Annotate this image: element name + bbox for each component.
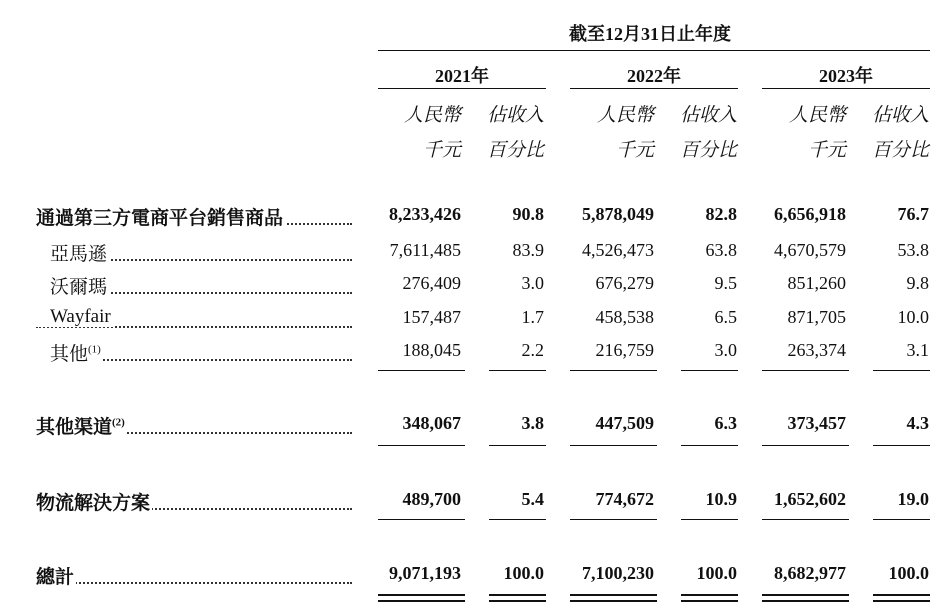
year-2022: 2022年 (627, 66, 681, 86)
row-label (36, 239, 352, 265)
rmb-header-line2: 千元 (422, 140, 461, 161)
cell-rmb-2021: 489,700 (402, 489, 461, 509)
row-label-text (36, 344, 103, 365)
leader-dots (36, 582, 352, 584)
cell-pct-2021: 100.0 (503, 563, 544, 583)
year-rule-2023 (762, 88, 930, 89)
subtotal-rule (762, 519, 849, 520)
cell-rmb-2022: 676,279 (595, 273, 654, 293)
cell-rmb-2021: 348,067 (402, 413, 461, 433)
cell-pct-2021: 5.4 (521, 489, 544, 509)
pct-header-line2: 百分比 (679, 140, 737, 161)
subtotal-rule (681, 370, 738, 371)
cell-rmb-2023: 373,457 (787, 413, 846, 433)
cell-pct-2023: 19.0 (897, 489, 929, 509)
year-rule-2022 (570, 88, 738, 89)
row-label (36, 562, 352, 588)
row-label-text (36, 306, 113, 327)
pct-header-line1: 佔收入 (871, 105, 929, 126)
cell-rmb-2023: 8,682,977 (774, 563, 846, 583)
cell-rmb-2023: 851,260 (787, 273, 846, 293)
row-label-name: Wayfair (50, 306, 111, 327)
cell-rmb-2022: 216,759 (595, 340, 654, 360)
row-label-text (36, 567, 76, 588)
cell-pct-2023: 3.1 (906, 340, 929, 360)
row-label (36, 272, 352, 298)
row-label-text (36, 417, 127, 438)
cell-pct-2021: 3.8 (521, 413, 544, 433)
cell-pct-2021: 90.8 (512, 204, 544, 224)
cell-pct-2023: 4.3 (906, 413, 929, 433)
subtotal-rule (378, 445, 465, 446)
subtotal-rule (681, 445, 738, 446)
row-label-name: 亞馬遜 (50, 244, 108, 265)
total-double-rule (378, 594, 465, 602)
header-rule (378, 50, 930, 51)
subtotal-rule (489, 445, 546, 446)
cell-rmb-2021: 9,071,193 (389, 563, 461, 583)
cell-pct-2023: 9.8 (906, 273, 929, 293)
rmb-header-line2: 千元 (807, 140, 846, 161)
pct-header-line2: 百分比 (871, 140, 929, 161)
subtotal-rule (570, 519, 657, 520)
cell-rmb-2022: 774,672 (595, 489, 654, 509)
footnote-marker: (2) (112, 416, 125, 429)
cell-rmb-2023: 871,705 (787, 307, 846, 327)
cell-rmb-2023: 6,656,918 (774, 204, 846, 224)
pct-header-line2: 百分比 (486, 140, 544, 161)
total-double-rule (873, 594, 930, 602)
cell-rmb-2021: 157,487 (402, 307, 461, 327)
subtotal-rule (489, 519, 546, 520)
cell-pct-2021: 2.2 (521, 340, 544, 360)
subtotal-rule (489, 370, 546, 371)
row-label (36, 203, 352, 229)
subtotal-rule (378, 519, 465, 520)
pct-header-line1: 佔收入 (679, 105, 737, 126)
year-2023: 2023年 (819, 66, 873, 86)
row-label-name: 總計 (36, 567, 75, 588)
subtotal-rule (570, 445, 657, 446)
cell-pct-2022: 6.3 (714, 413, 737, 433)
rmb-header-line1: 人民幣 (788, 105, 846, 126)
cell-pct-2022: 6.5 (714, 307, 737, 327)
cell-pct-2023: 76.7 (897, 204, 929, 224)
cell-rmb-2022: 458,538 (595, 307, 654, 327)
footnote-marker: (1) (88, 343, 101, 356)
cell-pct-2021: 3.0 (521, 273, 544, 293)
rmb-header-line1: 人民幣 (403, 105, 461, 126)
cell-pct-2022: 9.5 (714, 273, 737, 293)
cell-rmb-2022: 447,509 (595, 413, 654, 433)
cell-rmb-2023: 1,652,602 (774, 489, 846, 509)
row-label-name: 其他 (50, 344, 89, 365)
cell-pct-2022: 82.8 (705, 204, 737, 224)
cell-rmb-2023: 4,670,579 (774, 240, 846, 260)
cell-pct-2023: 10.0 (897, 307, 929, 327)
row-label-name: 沃爾瑪 (50, 277, 108, 298)
subtotal-rule (873, 370, 930, 371)
subtotal-rule (378, 370, 465, 371)
year-rule-2021 (378, 88, 546, 89)
row-label-name: 物流解決方案 (36, 493, 151, 514)
row-label-text (36, 244, 109, 265)
cell-rmb-2021: 188,045 (402, 340, 461, 360)
cell-rmb-2021: 7,611,485 (389, 240, 461, 260)
row-label-text (36, 208, 285, 229)
cell-rmb-2021: 8,233,426 (389, 204, 461, 224)
cell-pct-2023: 53.8 (897, 240, 929, 260)
row-label-name: 通過第三方電商平台銷售商品 (36, 208, 284, 229)
period-header: 截至12月31日止年度 (569, 24, 731, 44)
row-label (36, 306, 352, 332)
cell-pct-2023: 100.0 (888, 563, 929, 583)
total-double-rule (681, 594, 738, 602)
rmb-header-line2: 千元 (615, 140, 654, 161)
cell-rmb-2022: 5,878,049 (582, 204, 654, 224)
row-label-text (36, 277, 109, 298)
row-label-text (36, 493, 152, 514)
subtotal-rule (762, 370, 849, 371)
cell-pct-2022: 100.0 (696, 563, 737, 583)
cell-rmb-2023: 263,374 (787, 340, 846, 360)
cell-rmb-2022: 4,526,473 (582, 240, 654, 260)
subtotal-rule (681, 519, 738, 520)
total-double-rule (570, 594, 657, 602)
row-label (36, 339, 352, 365)
cell-rmb-2022: 7,100,230 (582, 563, 654, 583)
pct-header-line1: 佔收入 (486, 105, 544, 126)
row-label-name: 其他渠道 (36, 417, 113, 438)
row-label (36, 488, 352, 514)
cell-pct-2022: 10.9 (705, 489, 737, 509)
total-double-rule (762, 594, 849, 602)
row-label (36, 412, 352, 438)
subtotal-rule (570, 370, 657, 371)
cell-pct-2021: 1.7 (521, 307, 544, 327)
subtotal-rule (873, 445, 930, 446)
cell-pct-2022: 3.0 (714, 340, 737, 360)
total-double-rule (489, 594, 546, 602)
cell-pct-2022: 63.8 (705, 240, 737, 260)
subtotal-rule (762, 445, 849, 446)
cell-rmb-2021: 276,409 (402, 273, 461, 293)
subtotal-rule (873, 519, 930, 520)
cell-pct-2021: 83.9 (512, 240, 544, 260)
year-2021: 2021年 (435, 66, 489, 86)
rmb-header-line1: 人民幣 (596, 105, 654, 126)
